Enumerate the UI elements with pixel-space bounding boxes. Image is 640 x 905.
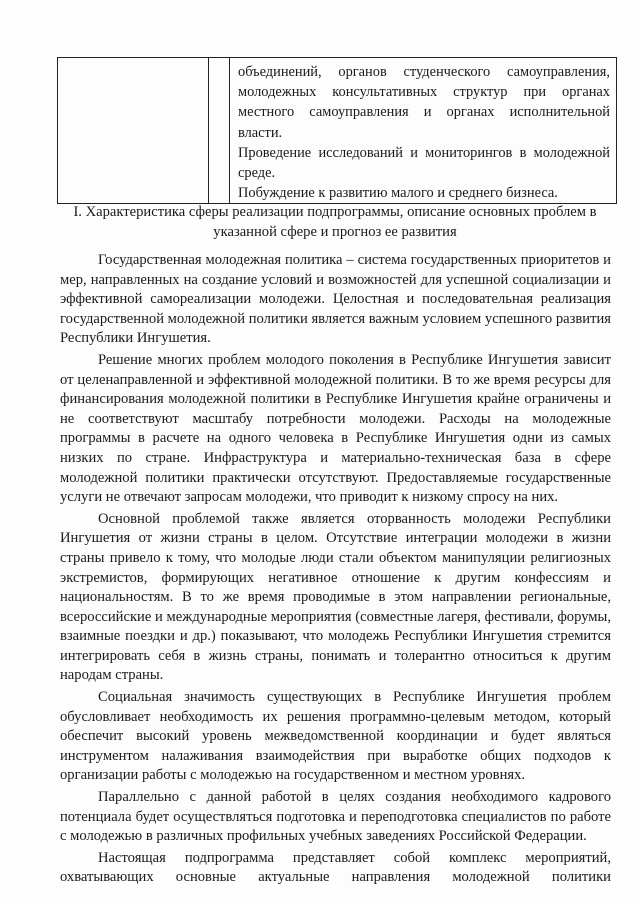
paragraph: Решение многих проблем молодого поколения в Республике Ингушетия зависит от целенаправленной и эффективной молодежной политики. В то же время ресурсы для финансирования молодежной политики в Республике Ингушетия крайне ограничены и не соответствуют масштабу потребности молодежи. Расходы на молодежные программы в расчете на одного человека в Республике Ингушетия одни из самых низких по стране. Инфраструктура и материально-техническая база в сфере молодежной политики практически отсутствуют. Предоставляемые государственные услуги не отвечают запросам молодежи, что приводит к низкому спросу на них. bbox=[60, 351, 611, 506]
table-cell-description bbox=[230, 58, 617, 204]
continuation-table bbox=[57, 57, 617, 204]
paragraph: Государственная молодежная политика – система государственных приоритетов и мер, направленных на создание условий и возможностей для успешной социализации и эффективной самореализации молодежи. Целостная и последовательная реализация государственной молодежной политики является важным условием успешного развития Республики Ингушетия. bbox=[60, 252, 612, 347]
paragraph: Параллельно с данной работой в целях создания необходимого кадрового потенциала будет осуществляться подготовка и переподготовка специалистов по работе с молодежью в различных профильных учебных заведениях Российской Федерации. bbox=[60, 789, 611, 845]
section-body bbox=[60, 251, 611, 890]
table-row bbox=[58, 58, 617, 204]
paragraph: Настоящая подпрограмма представляет собой комплекс мероприятий, охватывающих основные актуальные направления молодежной политики bbox=[60, 849, 611, 886]
table-cell-line: объединений, органов студенческого самоуправления, молодежных консультативных структур при органах местного самоуправления и органах исполнительной власти. bbox=[238, 64, 610, 141]
table-cell-empty-1 bbox=[58, 58, 209, 204]
table-cell-line: Побуждение к развитию малого и среднего бизнеса. bbox=[238, 185, 558, 202]
section-heading: I. Характеристика сферы реализации подпрограммы, описание основных проблем в указанной сфере и прогноз ее развития bbox=[73, 204, 597, 240]
table-cell-text bbox=[230, 58, 616, 203]
table-cell-line: Проведение исследований и мониторингов в молодежной среде. bbox=[238, 144, 610, 182]
paragraph: Основной проблемой также является оторванность молодежи Республики Ингушетия от жизни страны в целом. Отсутствие интеграции молодежи в жизни страны привело к тому, что молодые люди стали объектом манипуляции религиозных экстремистов, формирующих негативное отношение к другим конфессиям и национальностям. В то же время проводимые в этом направлении региональные, всероссийские и международные мероприятия (совместные лагеря, фестивали, форумы, взаимные поездки и др.) показывают, что молодежь Республики Ингушетия стремится интегрировать себя в жизнь страны, понимать и толерантно относиться к другим народам страны. bbox=[60, 510, 611, 684]
paragraph: Социальная значимость существующих в Республике Ингушетия проблем обусловливает необходимость их решения программно-целевым методом, который обеспечит высокий уровень межведомственной координации и будет являться инструментом налаживания взаимодействия при выработке общих подходов к организации работы с молодежью на государственном и местном уровнях. bbox=[60, 689, 611, 784]
table-cell-empty-2 bbox=[209, 58, 230, 204]
